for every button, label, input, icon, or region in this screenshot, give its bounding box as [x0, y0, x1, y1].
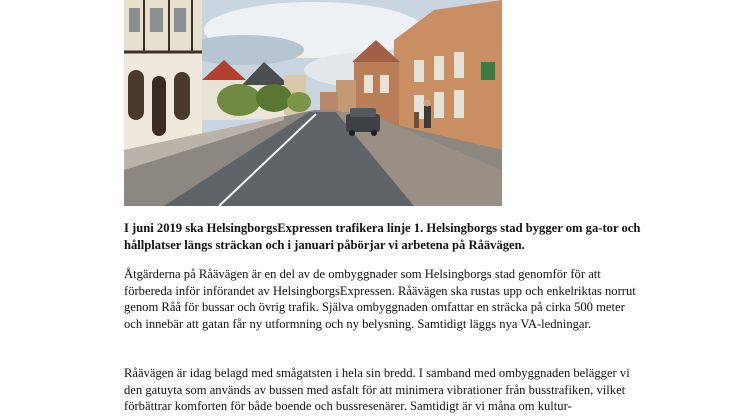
article-paragraph-2: Råävägen är idag belagd med smågatsten i hela sin bredd. I samband med ombyggnaden belägger vi den gatuyta som används av bussen med asfalt för att minimera vibrationer från busstrafiken, vilket förbättrar komforten för både boende och bussresenärer. Samtidigt är vi måna om kultur- [124, 366, 630, 414]
street-photo [124, 0, 502, 206]
article-paragraph-1: Åtgärderna på Råävägen är en del av de ombyggnader som Helsingborgs stad genomför för att förbereda inför införandet av HelsingborgsExpressen. Råävägen ska rustas upp och enkelriktas norrut genom Råå för bussar och övrig trafik. Själva ombyggnaden omfattar en sträcka på cirka 500 meter och innebär att gatan får ny utformning och ny belysning. Samtidigt läggs nya VA-ledningar. [124, 267, 636, 331]
article-lead: I juni 2019 ska HelsingborgsExpressen trafikera linje 1. Helsingborgs stad bygger om ga-tor och hållplatser längs sträckan och i januari påbörjar vi arbetena på Råävägen. [124, 221, 641, 252]
